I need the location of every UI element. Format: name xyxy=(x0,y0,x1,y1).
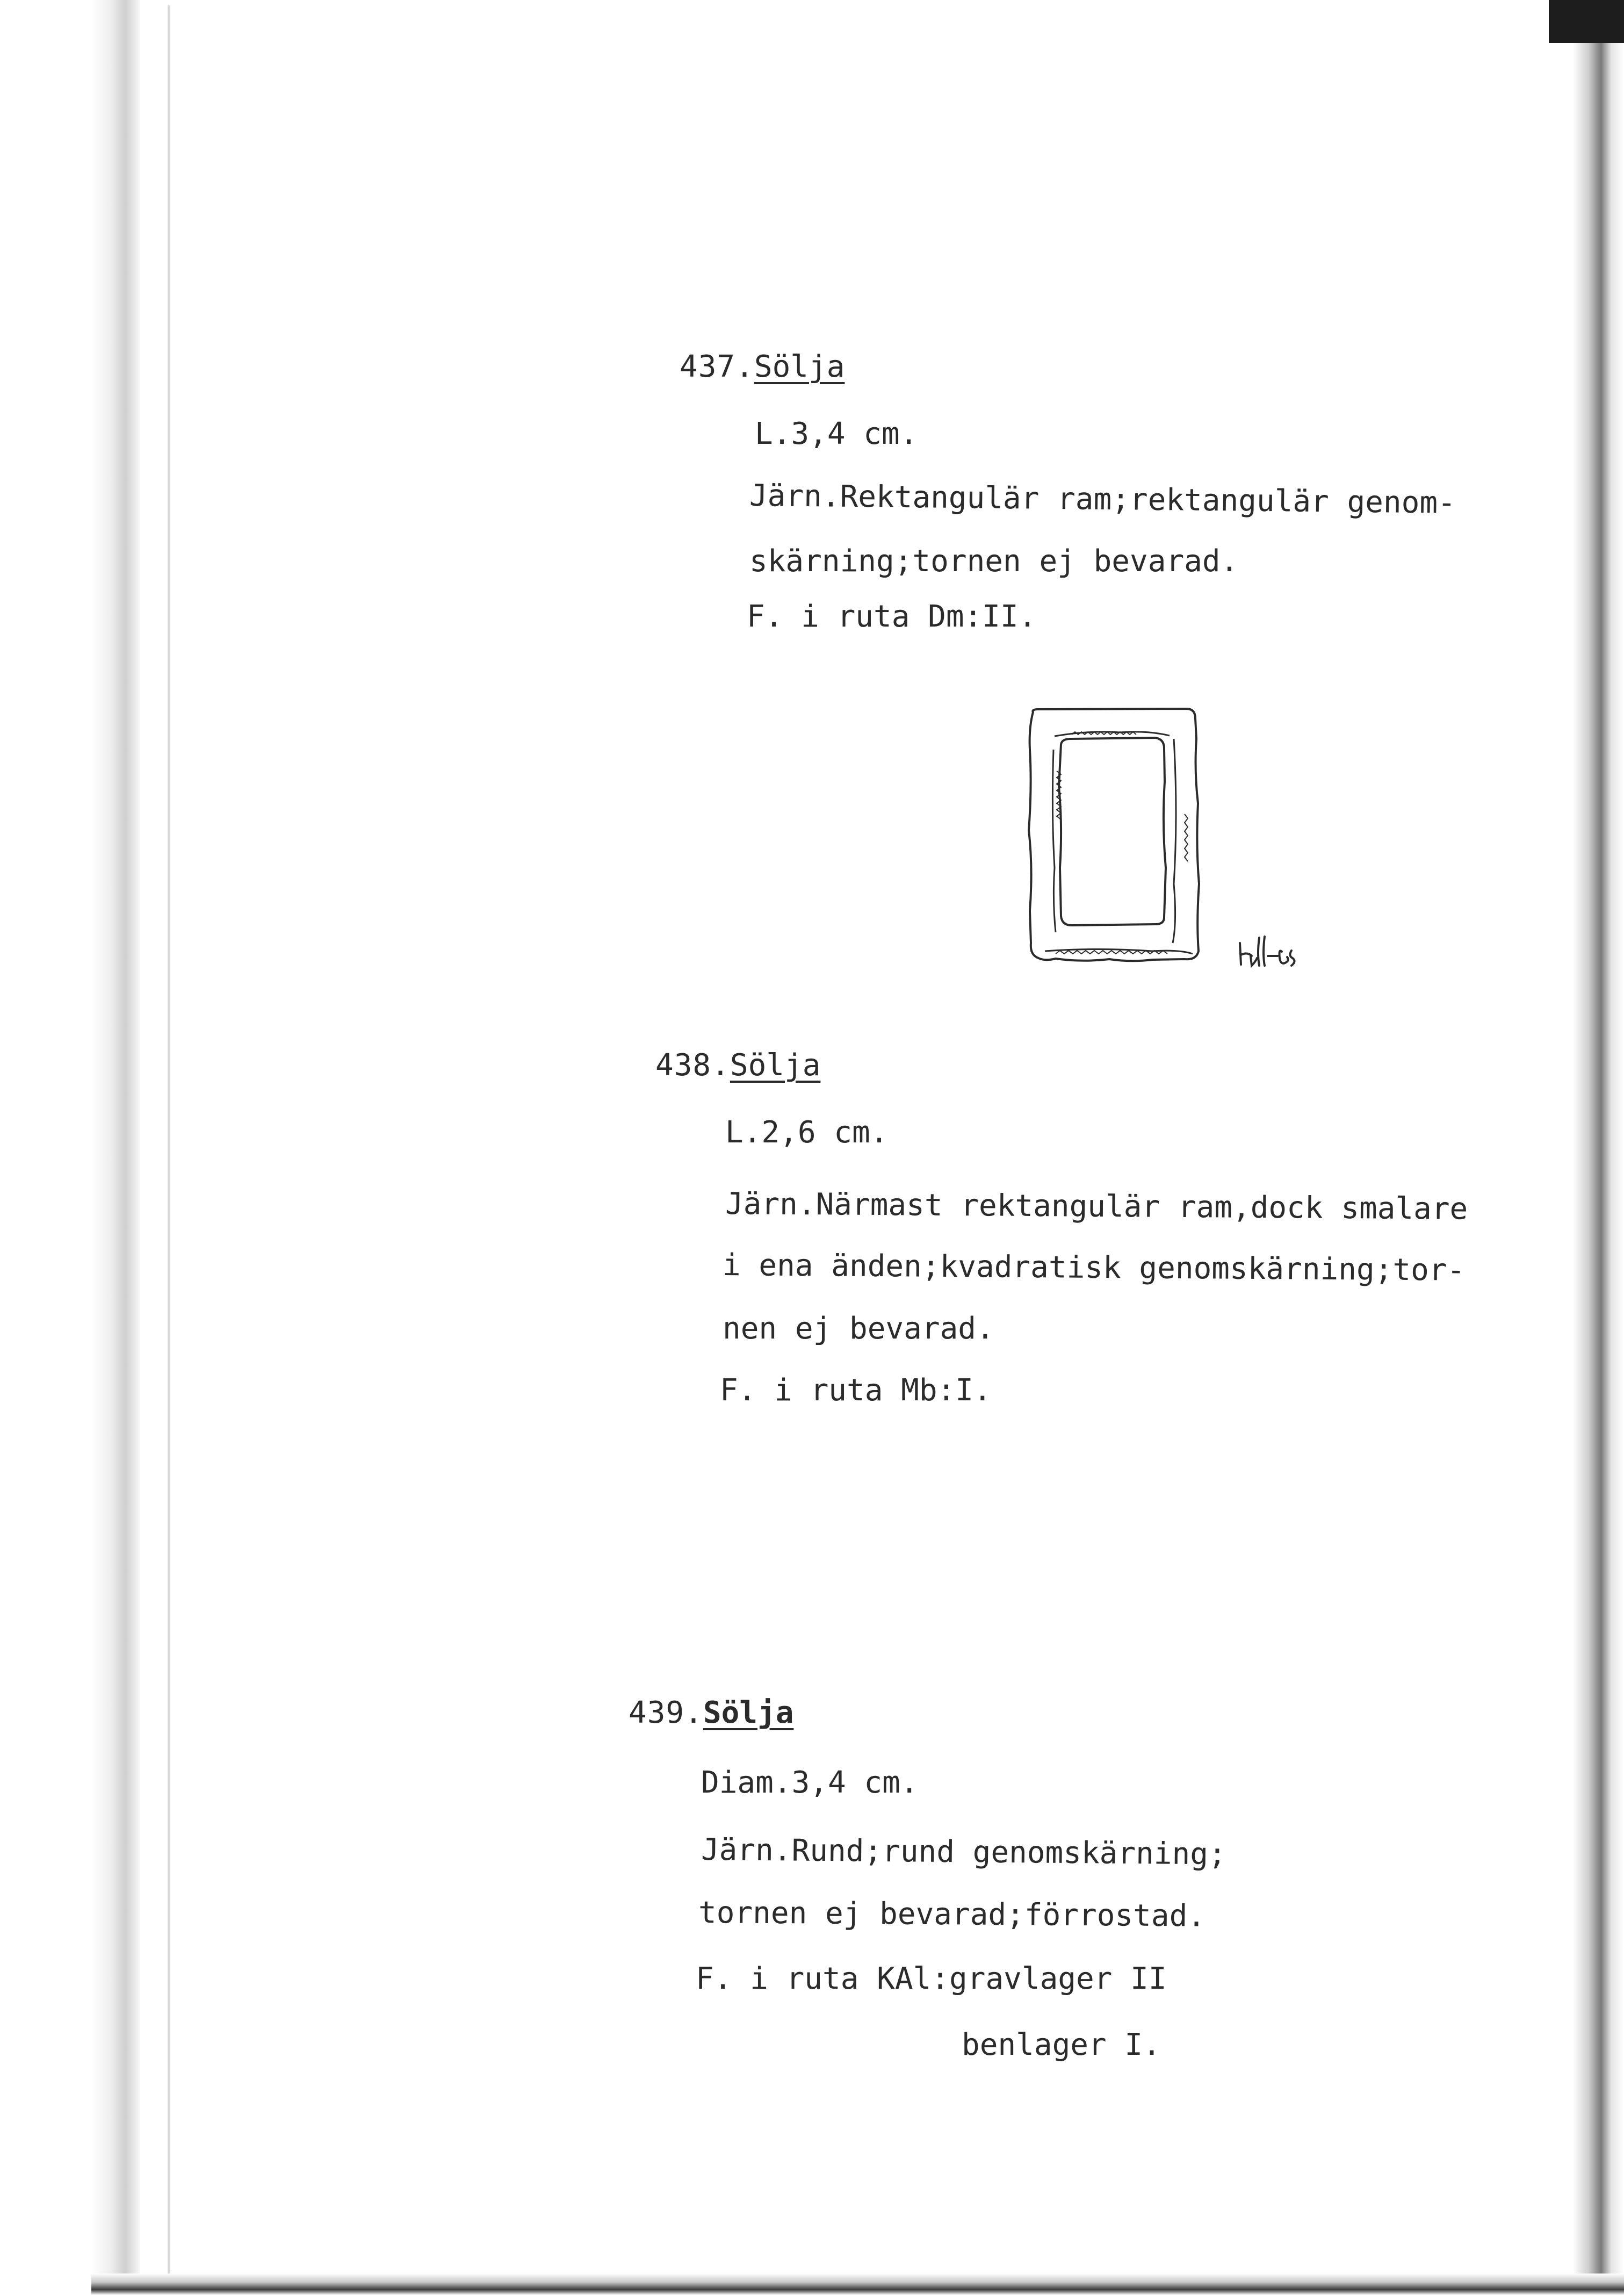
entry-number: 438. xyxy=(655,1048,730,1083)
entry-find-location: F. i ruta KAl:gravlager II xyxy=(696,1961,1167,1996)
entry-title: Sölja xyxy=(754,349,845,384)
entry-heading xyxy=(680,349,1518,384)
entry-heading xyxy=(655,1048,1536,1083)
entry-description-line: skärning;tornen ej bevarad. xyxy=(749,544,1239,579)
entry-heading xyxy=(629,1695,1488,1730)
signature xyxy=(1236,932,1327,975)
page-edge-right xyxy=(1573,0,1624,2295)
entry-dimension: Diam.3,4 cm. xyxy=(701,1765,919,1800)
entry-439 xyxy=(629,1695,1488,2085)
entry-find-location: F. i ruta Mb:I. xyxy=(720,1373,992,1408)
page-corner xyxy=(1549,0,1624,43)
entry-number: 437. xyxy=(680,349,754,384)
entry-description-line: Järn.Rund;rund genomskärning; xyxy=(701,1832,1226,1872)
entry-description-line: nen ej bevarad. xyxy=(723,1311,994,1346)
entry-description-line: Järn.Närmast rektangulär ram,dock smalare xyxy=(725,1186,1468,1227)
entry-437 xyxy=(680,349,1518,664)
entry-description-line: i ena änden;kvadratisk genomskärning;tor- xyxy=(722,1248,1466,1288)
entry-title: Sölja xyxy=(730,1048,821,1083)
entry-number: 439. xyxy=(629,1695,703,1730)
entry-description-line: Järn.Rektangulär ram;rektangulär genom- xyxy=(749,478,1456,521)
entry-438 xyxy=(655,1048,1536,1427)
binding-line xyxy=(168,5,170,2284)
entry-find-location: F. i ruta Dm:II. xyxy=(747,599,1037,634)
entry-dimension: L.3,4 cm. xyxy=(755,416,918,451)
buckle-drawing xyxy=(1023,707,1217,970)
page-edge-left xyxy=(91,0,140,2295)
entry-dimension: L.2,6 cm. xyxy=(725,1115,889,1150)
entry-title: Sölja xyxy=(703,1695,794,1730)
entry-find-location-continued: benlager I. xyxy=(962,2027,1161,2062)
page-edge-bottom xyxy=(91,2274,1624,2295)
entry-description-line: tornen ej bevarad;förrostad. xyxy=(698,1895,1206,1934)
